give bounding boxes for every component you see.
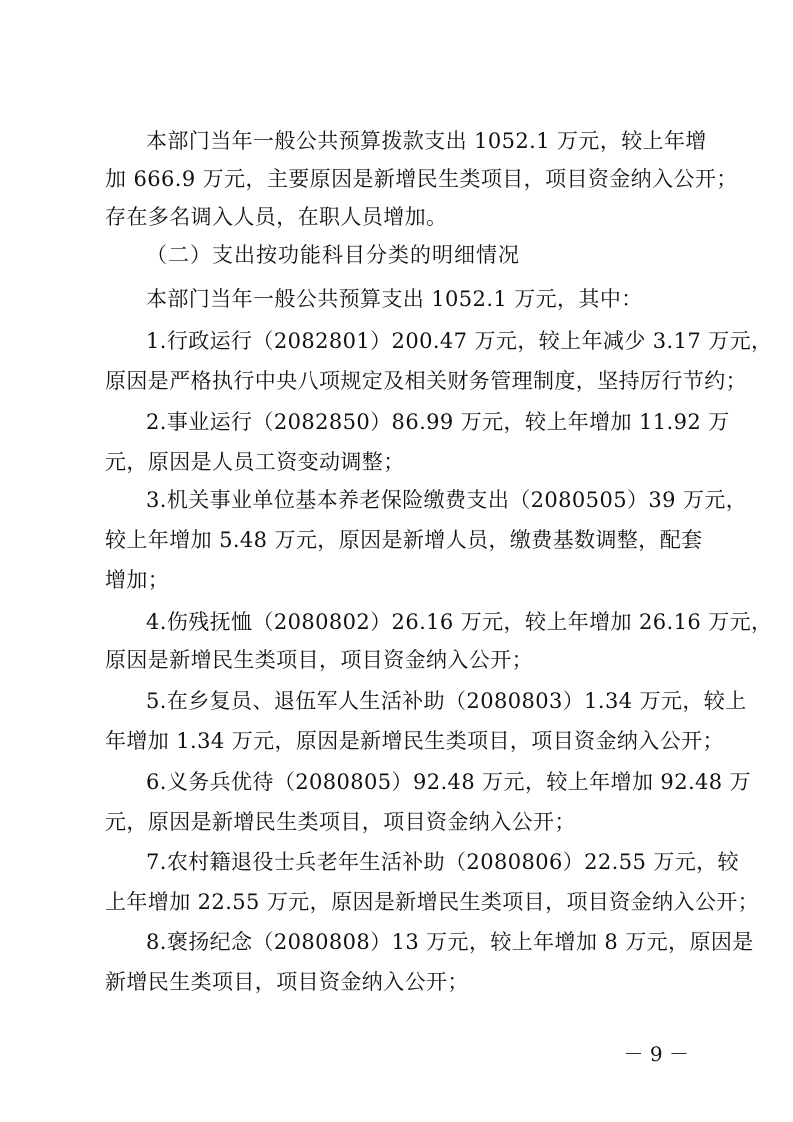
paragraph-line: 本部门当年一般公共预算拨款支出 1052.1 万元，较上年增 (146, 129, 707, 153)
paragraph-line: 年增加 1.34 万元，原因是新增民生类项目，项目资金纳入公开； (105, 729, 724, 753)
paragraph-line: 6.义务兵优待（2080805）92.48 万元，较上年增加 92.48 万 (146, 770, 752, 794)
paragraph-line: 加 666.9 万元，主要原因是新增民生类项目，项目资金纳入公开； (105, 167, 738, 191)
paragraph-line: 1.行政运行（2082801）200.47 万元，较上年减少 3.17 万元， (146, 329, 773, 353)
paragraph-line: 8.褒扬纪念（2080808）13 万元，较上年增加 8 万元，原因是 (146, 930, 754, 954)
paragraph-line: 元，原因是人员工资变动调整； (105, 450, 405, 474)
section-heading: （二）支出按功能科目分类的明细情况 (146, 243, 520, 267)
paragraph-line: 2.事业运行（2082850）86.99 万元，较上年增加 11.92 万 (146, 410, 730, 434)
paragraph-line: 较上年增加 5.48 万元，原因是新增人员，缴费基数调整，配套 (105, 528, 703, 552)
paragraph-line: 4.伤残抚恤（2080802）26.16 万元，较上年增加 26.16 万元， (146, 610, 773, 634)
paragraph-line: 元，原因是新增民生类项目，项目资金纳入公开； (105, 810, 576, 834)
paragraph-line: 增加； (105, 568, 170, 592)
paragraph-line: 上年增加 22.55 万元，原因是新增民生类项目，项目资金纳入公开； (105, 890, 760, 914)
page-number: － 9 － (623, 1042, 689, 1066)
paragraph-line: 3.机关事业单位基本养老保险缴费支出（2080505）39 万元， (146, 488, 748, 512)
paragraph-line: 原因是严格执行中央八项规定及相关财务管理制度，坚持厉行节约； (105, 369, 747, 393)
paragraph-line: 原因是新增民生类项目，项目资金纳入公开； (105, 648, 533, 672)
paragraph-line: 本部门当年一般公共预算支出 1052.1 万元，其中： (146, 287, 643, 311)
paragraph-line: 7.农村籍退役士兵老年生活补助（2080806）22.55 万元，较 (146, 850, 739, 874)
paragraph-line: 新增民生类项目，项目资金纳入公开； (105, 970, 469, 994)
paragraph-line: 5.在乡复员、退伍军人生活补助（2080803）1.34 万元，较上 (146, 689, 747, 713)
paragraph-line: 存在多名调入人员，在职人员增加。 (105, 205, 448, 229)
